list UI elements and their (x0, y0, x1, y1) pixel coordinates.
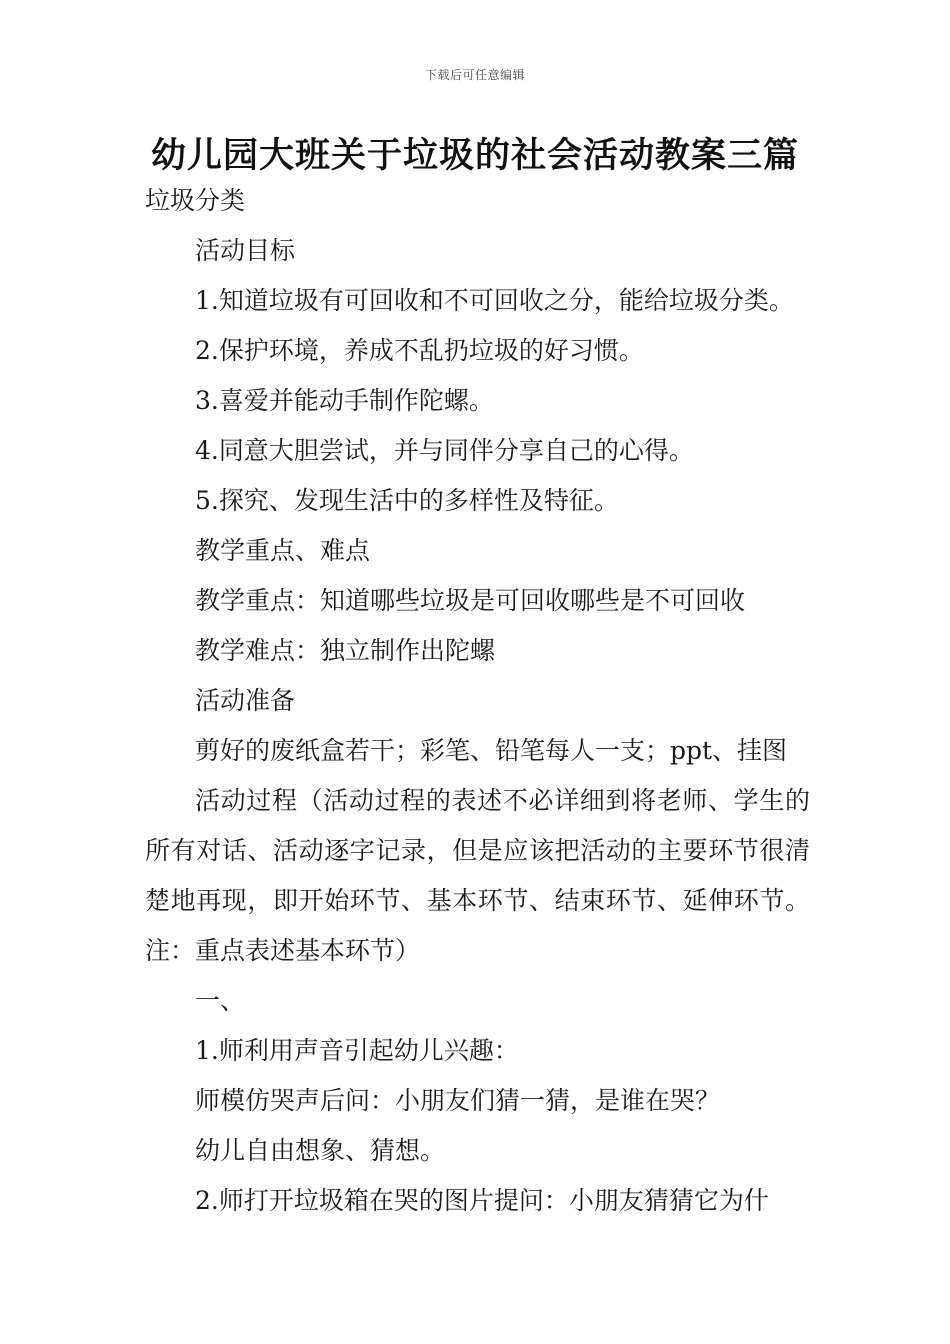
body-line: 教学难点：独立制作出陀螺 (195, 636, 496, 665)
body-line: 师模仿哭声后问：小朋友们猜一猜，是谁在哭？ (195, 1086, 721, 1115)
body-line: 3.喜爱并能动手制作陀螺。 (195, 386, 494, 415)
body-line: 一、 (195, 986, 246, 1015)
document-title: 幼儿园大班关于垃圾的社会活动教案三篇 (150, 136, 799, 176)
header-note: 下载后可任意编辑 (424, 68, 525, 82)
body-line: 幼儿自由想象、猜想。 (195, 1136, 446, 1165)
document-body (145, 176, 810, 1226)
body-line: 活动准备 (195, 686, 296, 715)
body-line: 剪好的废纸盒若干；彩笔、铅笔每人一支；ppt、挂图 (195, 736, 788, 765)
body-line: 2.保护环境，养成不乱扔垃圾的好习惯。 (195, 336, 644, 365)
body-line: 1.知道垃圾有可回收和不可回收之分，能给垃圾分类。 (195, 286, 794, 315)
body-line: 1.师利用声音引起幼儿兴趣： (195, 1036, 519, 1065)
body-line: 活动目标 (195, 236, 296, 265)
process-paragraph: 活动过程（活动过程的表述不必详细到将老师、学生的所有对话、活动逐字记录，但是应该把活动的主要环节很清楚地再现，即开始环节、基本环节、结束环节、延伸环节。注：重点表述基本环节） (145, 786, 810, 965)
body-line: 教学重点：知道哪些垃圾是可回收哪些是不可回收 (195, 586, 746, 615)
section-heading: 垃圾分类 (145, 186, 246, 215)
body-line: 教学重点、难点 (195, 536, 371, 565)
body-line: 2.师打开垃圾箱在哭的图片提问：小朋友猜猜它为什 (195, 1186, 769, 1215)
body-line: 5.探究、发现生活中的多样性及特征。 (195, 486, 619, 515)
body-line: 4.同意大胆尝试，并与同伴分享自己的心得。 (195, 436, 694, 465)
